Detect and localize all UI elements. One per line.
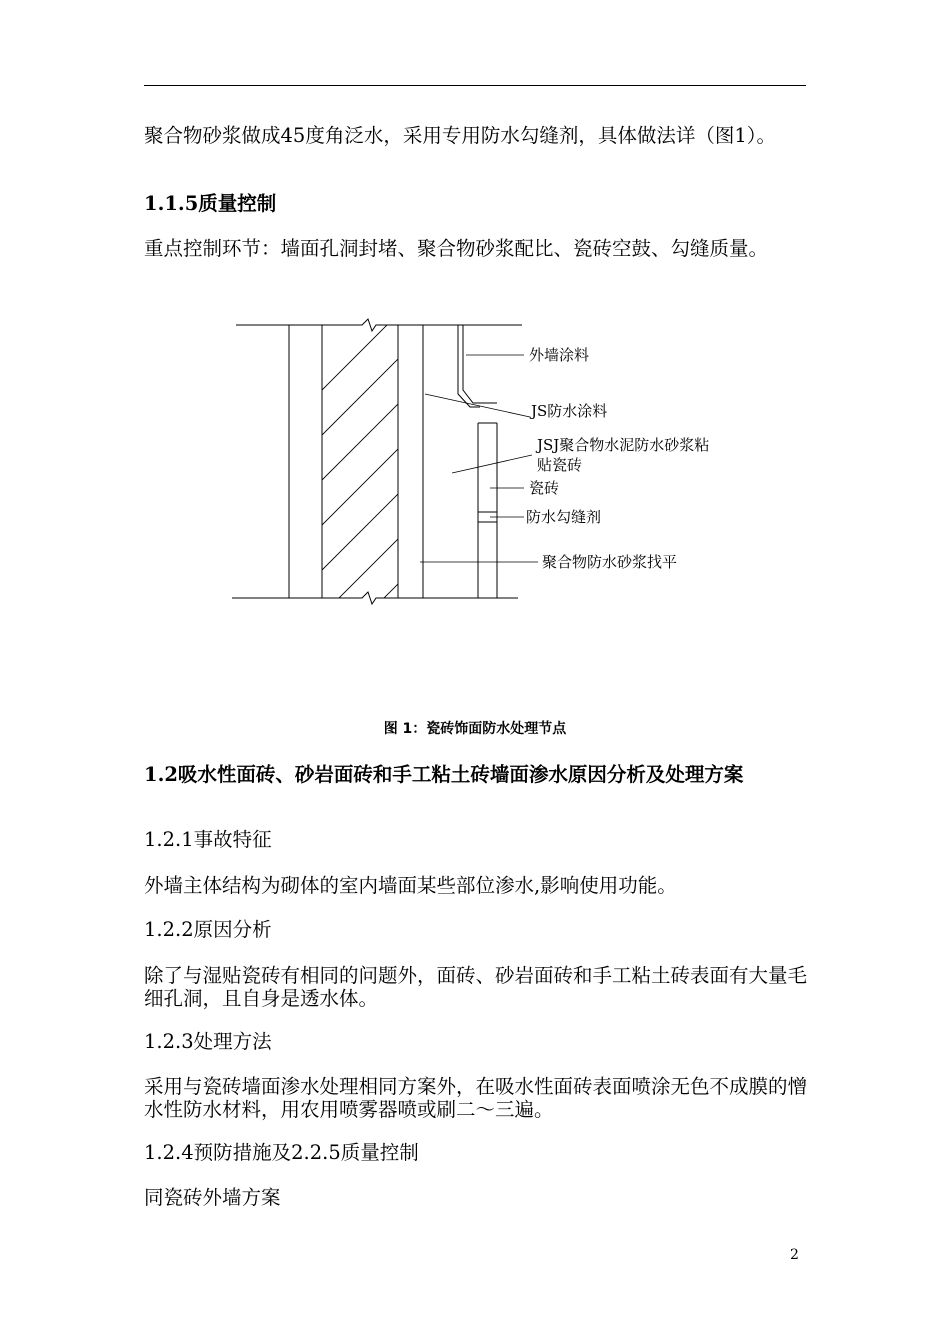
coating-flashing <box>463 325 497 403</box>
label-leveling-mortar: 聚合物防水砂浆找平 <box>542 553 678 571</box>
section-1-2-4-text: 同瓷砖外墙方案 <box>144 1186 281 1209</box>
section-1-2-1-text: 外墙主体结构为砌体的室内墙面某些部位渗水,影响使用功能。 <box>144 874 677 897</box>
page-number: 2 <box>790 1247 799 1263</box>
leader-lines <box>420 355 538 562</box>
section-1-2-3-heading: 1.2.3处理方法 <box>144 1030 272 1053</box>
section-1-2-3-text: 采用与瓷砖墙面渗水处理相同方案外，在吸水性面砖表面喷涂无色不成膜的憎水性防水材料，用农用喷雾器喷或刷二～三遍。 <box>144 1075 808 1121</box>
label-grout: 防水勾缝剂 <box>526 508 602 526</box>
intro-paragraph: 聚合物砂浆做成45度角泛水，采用专用防水勾缝剂，具体做法详（图1）。 <box>144 124 776 147</box>
section-1-2-2-heading: 1.2.2原因分析 <box>144 918 272 941</box>
coating-flashing-inner <box>458 325 480 407</box>
top-break-line <box>236 319 522 331</box>
label-tile: 瓷砖 <box>529 479 560 497</box>
label-exterior-coating: 外墙涂料 <box>529 346 590 364</box>
brick-hatching <box>322 312 400 660</box>
section-1-1-5-heading: 1.1.5质量控制 <box>144 192 277 215</box>
label-jsj-mortar-line1: JSJ聚合物水泥防水砂浆粘 <box>537 436 710 454</box>
section-1-2-1-heading: 1.2.1事故特征 <box>144 828 272 851</box>
label-js-coating: JS防水涂料 <box>531 402 608 420</box>
section-1-2-4-heading: 1.2.4预防措施及2.2.5质量控制 <box>144 1141 419 1164</box>
section-1-2-2-text: 除了与湿贴瓷砖有相同的问题外，面砖、砂岩面砖和手工粘土砖表面有大量毛细孔洞，且自身是透水体。 <box>144 964 808 1010</box>
section-1-2-heading: 1.2吸水性面砖、砂岩面砖和手工粘土砖墙面渗水原因分析及处理方案 <box>144 763 744 786</box>
label-jsj-mortar-line2: 贴瓷砖 <box>537 456 583 474</box>
bottom-break-line <box>232 592 518 604</box>
section-1-1-5-text: 重点控制环节：墙面孔洞封堵、聚合物砂浆配比、瓷砖空鼓、勾缝质量。 <box>144 237 769 260</box>
figure-caption: 图 1：瓷砖饰面防水处理节点 <box>383 721 567 737</box>
